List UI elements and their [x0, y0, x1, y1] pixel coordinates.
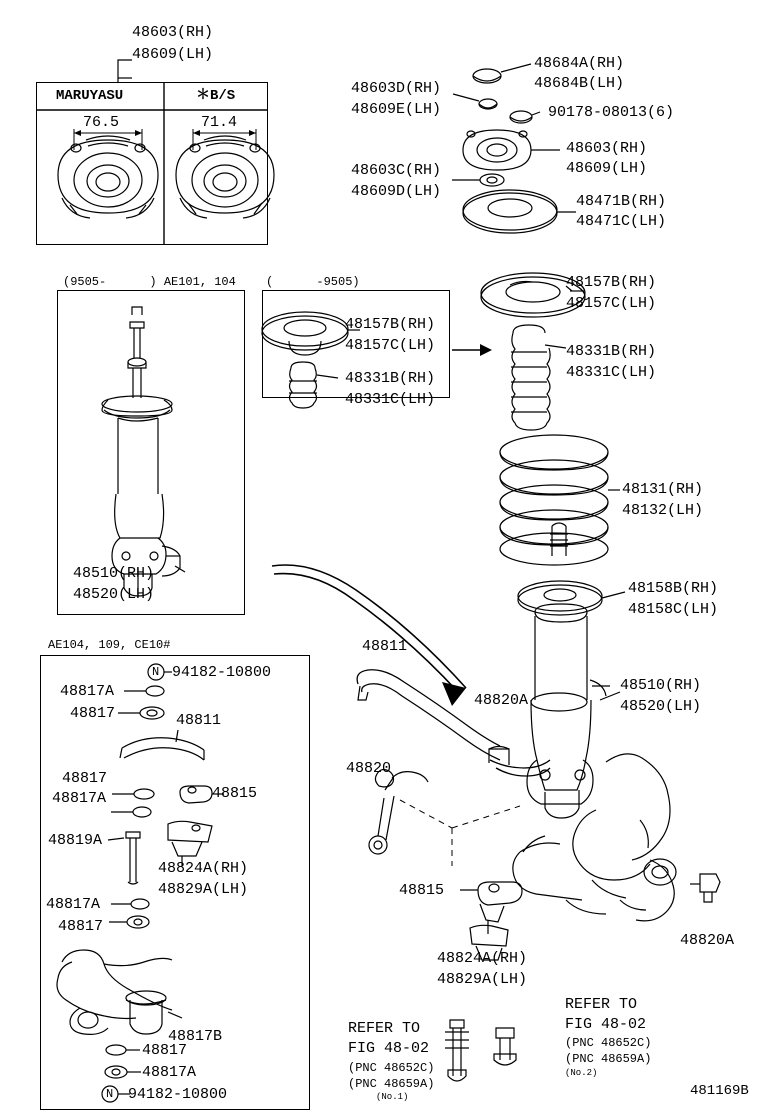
label-48817-4: 48817: [142, 1042, 188, 1059]
callout-48510-rh: 48510(RH): [620, 677, 702, 694]
circle-marker-n-top: N: [152, 665, 160, 679]
table-col1-header: MARUYASU: [56, 88, 124, 104]
top-table-box: [36, 82, 268, 245]
callout-48331b-rh: 48331B(RH): [566, 343, 657, 360]
mid-left-box-header: (9505- ) AE101, 104: [63, 275, 236, 289]
label-48817a-4: 48817A: [142, 1064, 197, 1081]
refer-note-1-line2: FIG 48-02: [348, 1040, 430, 1057]
mid-center-48157b-rh: 48157B(RH): [345, 316, 436, 333]
callout-48471b-rh: 48471B(RH): [576, 193, 667, 210]
main-callout-48811: 48811: [362, 638, 408, 655]
main-callout-48820a-top: 48820A: [474, 692, 529, 709]
refer-note-1-line5: (No.1): [376, 1092, 409, 1102]
callout-90178-08013: 90178-08013(6): [548, 104, 675, 121]
callout-48331c-lh: 48331C(LH): [566, 364, 657, 381]
lower-left-box-header: AE104, 109, CE10#: [48, 638, 171, 652]
refer-note-2-line3: (PNC 48652C): [565, 1036, 652, 1050]
callout-48157b-rh: 48157B(RH): [566, 274, 657, 291]
callout-48603c-rh: 48603C(RH): [351, 162, 442, 179]
callout-48157c-lh: 48157C(LH): [566, 295, 657, 312]
main-callout-48820: 48820: [346, 760, 392, 777]
callout-48471c-lh: 48471C(LH): [576, 213, 667, 230]
callout-48158c-lh: 48158C(LH): [628, 601, 719, 618]
label-48815-box: 48815: [212, 785, 258, 802]
label-94182-10800-bottom: 94182-10800: [128, 1086, 228, 1103]
mid-left-48510-rh: 48510(RH): [73, 565, 155, 582]
label-48811-box: 48811: [176, 712, 222, 729]
refer-note-2-line2: FIG 48-02: [565, 1016, 647, 1033]
callout-48684b-lh: 48684B(LH): [534, 75, 625, 92]
refer-note-2-line4: (PNC 48659A): [565, 1052, 652, 1066]
main-callout-48829a-lh: 48829A(LH): [437, 971, 528, 988]
table-col2-header: ＊B/S: [196, 88, 236, 104]
main-callout-48820a-right: 48820A: [680, 932, 735, 949]
label-48817-1: 48817: [70, 705, 116, 722]
main-callout-48815: 48815: [399, 882, 445, 899]
top-part-48609-lh: 48609(LH): [132, 46, 214, 63]
label-48817a-3: 48817A: [46, 896, 101, 913]
callout-48684a-rh: 48684A(RH): [534, 55, 625, 72]
refer-note-1-line1: REFER TO: [348, 1020, 421, 1037]
label-48817a-1: 48817A: [60, 683, 115, 700]
callout-48609-lh: 48609(LH): [566, 160, 648, 177]
table-col2-dimension: 71.4: [201, 114, 238, 131]
callout-48520-lh: 48520(LH): [620, 698, 702, 715]
label-48817-2: 48817: [62, 770, 108, 787]
mid-center-48331c-lh: 48331C(LH): [345, 391, 436, 408]
label-48817a-2: 48817A: [52, 790, 107, 807]
callout-48603d-rh: 48603D(RH): [351, 80, 442, 97]
refer-note-1-line4: (PNC 48659A): [348, 1077, 435, 1091]
mid-left-48520-lh: 48520(LH): [73, 586, 155, 603]
refer-note-2-line5: (No.2): [565, 1068, 598, 1078]
label-48819a: 48819A: [48, 832, 103, 849]
label-48829a-lh-box: 48829A(LH): [158, 881, 249, 898]
figure-code: 481169B: [690, 1083, 749, 1099]
callout-48158b-rh: 48158B(RH): [628, 580, 719, 597]
top-part-48603-rh: 48603(RH): [132, 24, 214, 41]
mid-center-48157c-lh: 48157C(LH): [345, 337, 436, 354]
callout-48131-rh: 48131(RH): [622, 481, 704, 498]
label-48817b: 48817B: [168, 1028, 223, 1045]
refer-note-2-line1: REFER TO: [565, 996, 638, 1013]
label-48824a-rh-box: 48824A(RH): [158, 860, 249, 877]
refer-note-1-line3: (PNC 48652C): [348, 1061, 435, 1075]
callout-48132-lh: 48132(LH): [622, 502, 704, 519]
main-callout-48824a-rh: 48824A(RH): [437, 950, 528, 967]
label-94182-10800-top: 94182-10800: [172, 664, 272, 681]
callout-48609d-lh: 48609D(LH): [351, 183, 442, 200]
label-48817-3: 48817: [58, 918, 104, 935]
mid-center-box-header: ( -9505): [266, 275, 360, 289]
circle-marker-n-bottom: N: [106, 1087, 114, 1101]
callout-48609e-lh: 48609E(LH): [351, 101, 442, 118]
callout-48603-rh: 48603(RH): [566, 140, 648, 157]
mid-center-48331b-rh: 48331B(RH): [345, 370, 436, 387]
table-col1-dimension: 76.5: [83, 114, 120, 131]
